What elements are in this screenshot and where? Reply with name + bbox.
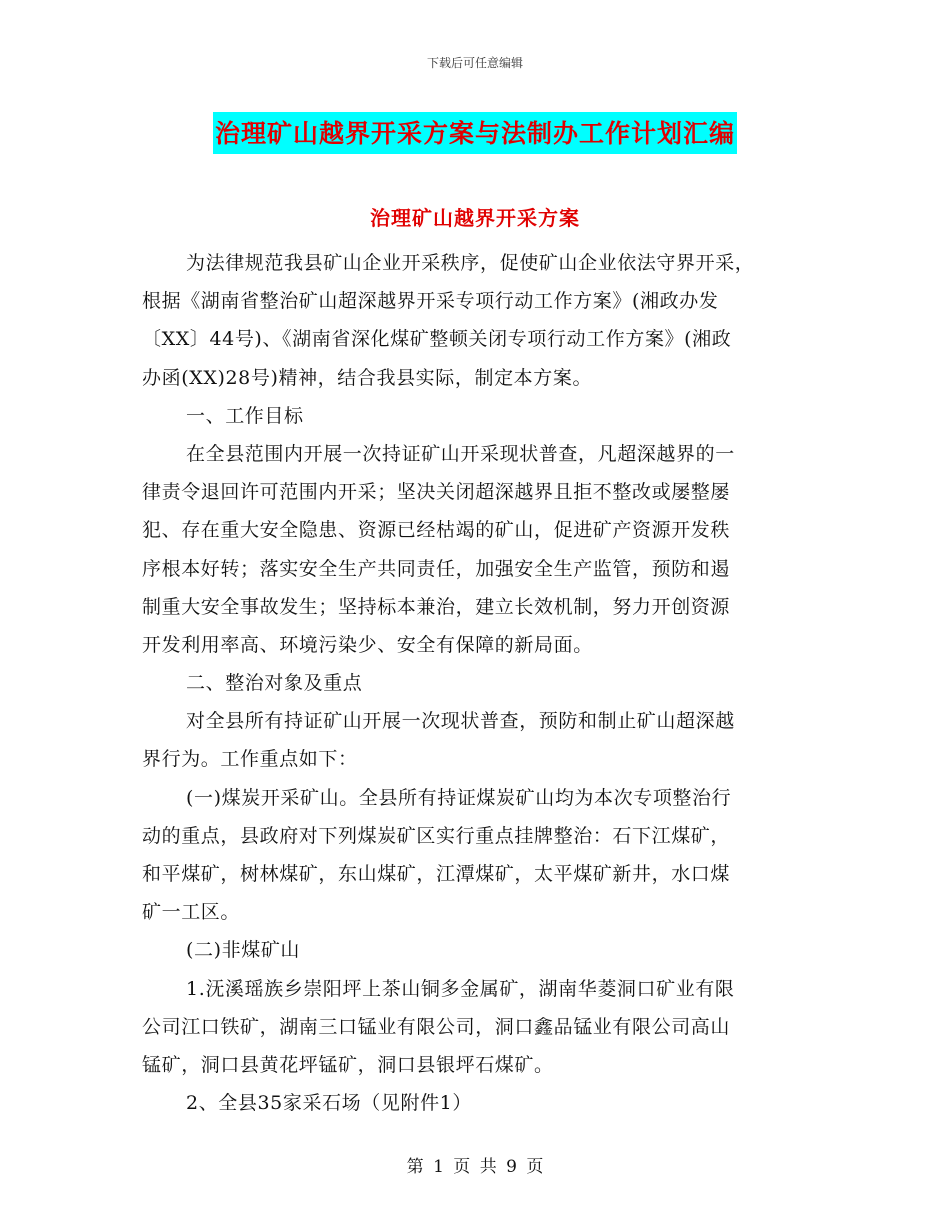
- paragraph-line: 2、全县35家采石场（见附件1）: [186, 1092, 472, 1115]
- paragraph-line: 序根本好转；落实安全生产共同责任，加强安全生产监管，预防和遏: [142, 557, 731, 580]
- paragraph-line: 界行为。工作重点如下：: [142, 748, 358, 771]
- heading-work-goal: 一、工作目标: [186, 404, 304, 427]
- header-note: 下载后可任意编辑: [426, 56, 523, 70]
- paragraph-line: 1.𣲘溪瑶族乡崇阳坪上茶山铜多金属矿，湖南华菱洞口矿业有限: [186, 977, 735, 1000]
- paragraph-line: 根据《湖南省整治矿山超深越界开采专项行动工作方案》(湘政办发: [142, 290, 719, 313]
- paragraph-line: 公司江口铁矿，湖南三口锰业有限公司，洞口鑫品锰业有限公司高山: [142, 1015, 731, 1038]
- paragraph-line: 办函(XX)28号)精神，结合我县实际，制定本方案。: [142, 366, 593, 389]
- document-title-container: [0, 112, 950, 154]
- paragraph-line: 矿一工区。: [142, 901, 241, 924]
- paragraph-line: 动的重点，县政府对下列煤炭矿区实行重点挂牌整治：石下江煤矿，: [142, 824, 731, 847]
- section-title: 治理矿山越界开采方案: [370, 206, 580, 230]
- heading-targets: 二、整治对象及重点: [186, 672, 363, 695]
- paragraph-line: 〔XX〕44号)、《湖南省深化煤矿整顿关闭专项行动工作方案》(湘政: [142, 328, 732, 351]
- paragraph-line: 犯、存在重大安全隐患、资源已经枯竭的矿山，促进矿产资源开发秩: [142, 519, 731, 542]
- paragraph-line: 制重大安全事故发生；坚持标本兼治，建立长效机制，努力开创资源: [142, 595, 731, 618]
- page-footer: 第 1 页 共 9 页: [406, 1157, 544, 1177]
- paragraph-line: 在全县范围内开展一次持证矿山开采现状普查，凡超深越界的一: [186, 442, 735, 465]
- paragraph-line: 律责令退回许可范围内开采；坚决关闭超深越界且拒不整改或屡整屡: [142, 481, 731, 504]
- paragraph-line: 锰矿，洞口县黄花坪锰矿，洞口县银坪石煤矿。: [142, 1053, 554, 1076]
- paragraph-line: 和平煤矿，树林煤矿，东山煤矿，江潭煤矿，太平煤矿新井，水口煤: [142, 863, 731, 885]
- subheading-non-coal: (二)非煤矿山: [186, 939, 301, 962]
- paragraph-line: 开发利用率高、环境污染少、安全有保障的新局面。: [142, 633, 593, 656]
- document-title: 治理矿山越界开采方案与法制办工作计划汇编: [213, 112, 737, 154]
- paragraph-line: 为法律规范我县矿山企业开采秩序，促使矿山企业依法守界开采，: [186, 252, 755, 274]
- paragraph-line: (一)煤炭开采矿山。全县所有持证煤炭矿山均为本次专项整治行: [186, 786, 732, 809]
- body-text: [142, 244, 808, 1122]
- paragraph-line: 对全县所有持证矿山开展一次现状普查，预防和制止矿山超深越: [186, 710, 735, 733]
